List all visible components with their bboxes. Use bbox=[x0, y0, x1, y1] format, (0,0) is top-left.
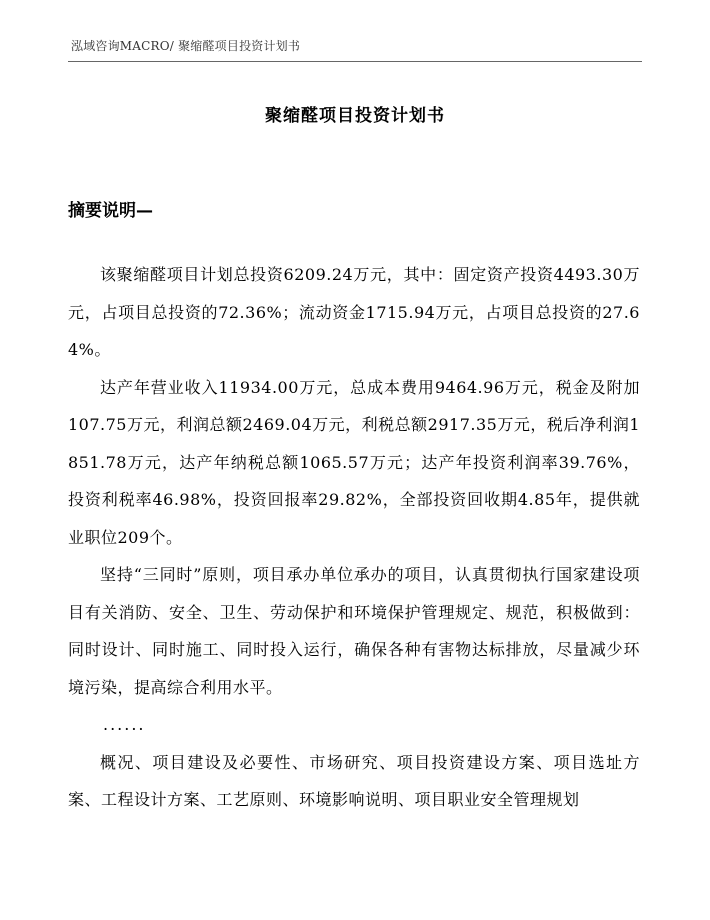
running-header: 泓域咨询MACRO/ 聚缩醛项目投资计划书 bbox=[71, 39, 301, 53]
summary-heading: 摘要说明— bbox=[68, 201, 153, 221]
revenue-paragraph: 达产年营业收入11934.00万元，总成本费用9464.96万元，税金及附加107.75万元，利润总额2469.04万元，利税总额2917.35万元，税后净利润1851.78万元，达产年纳税总额1065.57万元；达产年投资利润率39.76%，投资利税率46.98%，投资回报率29.82%，全部投资回收期4.85年，提供就业职位209个。 bbox=[68, 377, 640, 547]
header-divider bbox=[68, 61, 642, 62]
contents-paragraph: 概况、项目建设及必要性、市场研究、项目投资建设方案、项目选址方案、工程设计方案、工艺原则、环境影响说明、项目职业安全管理规划 bbox=[68, 752, 640, 809]
document-body bbox=[68, 256, 640, 819]
principles-paragraph: 坚持“三同时”原则，项目承办单位承办的项目，认真贯彻执行国家建设项目有关消防、安全、卫生、劳动保护和环境保护管理规定、规范，积极做到：同时设计、同时施工、同时投入运行，确保各种有害物达标排放，尽量减少环境污染，提高综合利用水平。 bbox=[68, 565, 640, 697]
investment-paragraph: 该聚缩醛项目计划总投资6209.24万元，其中：固定资产投资4493.30万元，占项目总投资的72.36%；流动资金1715.94万元，占项目总投资的27.64%。 bbox=[68, 265, 640, 359]
ellipsis: ...... bbox=[103, 715, 146, 734]
document-title: 聚缩醛项目投资计划书 bbox=[265, 106, 445, 126]
